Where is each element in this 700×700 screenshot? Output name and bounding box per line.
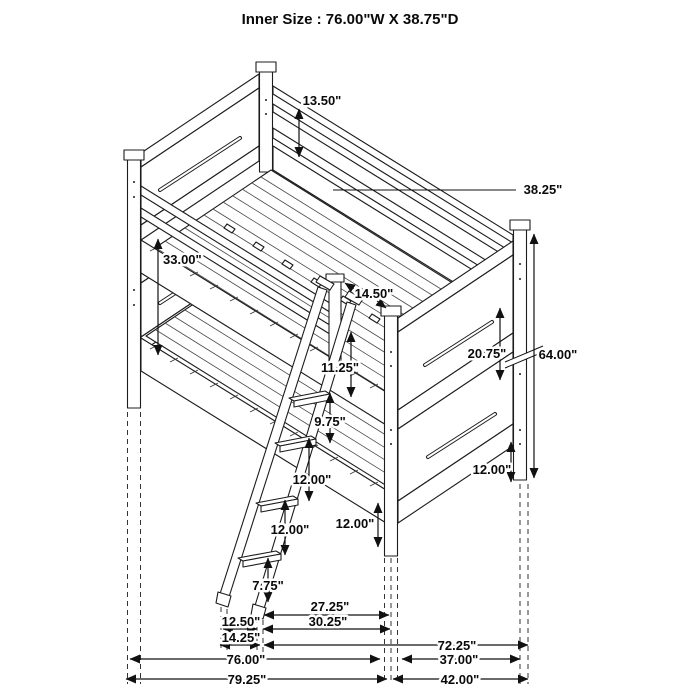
dim-label: 12.00" [270,522,310,537]
dimension-ladder-width-outer [220,630,260,645]
dim-label: 14.25" [221,630,261,645]
dimension-overall-length [126,672,387,687]
dim-label: 12.00" [472,462,512,477]
dim-label: 72.25" [437,638,477,653]
dimension-overall-depth [393,672,528,687]
dimension-inner-length [130,652,380,667]
dim-label: 20.75" [467,346,507,361]
dim-label: 11.25" [321,360,359,375]
dim-label: 38.25" [523,182,563,197]
near-post [381,306,401,556]
dim-label: 12.00" [335,516,375,531]
dim-label: 12.50" [221,614,261,629]
dim-label: 76.00" [226,652,266,667]
page-title: Inner Size : 76.00"W X 38.75"D [241,11,459,28]
dim-label: 42.00" [440,672,480,687]
dim-label: 12.00" [292,472,332,487]
bunk-bed-frame [124,62,543,619]
dimension-ladder-foot-reach-bottom [263,614,390,629]
left-post [124,150,144,408]
dim-label: 64.00" [538,347,578,362]
dimension-ladder-foot-reach-top [264,599,389,615]
dim-label: 14.50" [354,286,394,301]
dimension-ladder-width-inner [222,614,261,629]
dim-label: 37.00" [439,652,479,667]
dimension-frame-depth [402,652,520,667]
dim-label: 33.00" [163,252,202,267]
dim-label: 79.25" [227,672,267,687]
dim-label: 13.50" [302,93,342,108]
dimension-frame-length [264,638,528,653]
dim-label: 9.75" [314,414,346,429]
dim-label: 30.25" [308,614,348,629]
dim-label: 27.25" [310,599,350,614]
dimension-overall-height [534,234,577,478]
dim-label: 7.75" [252,578,284,593]
